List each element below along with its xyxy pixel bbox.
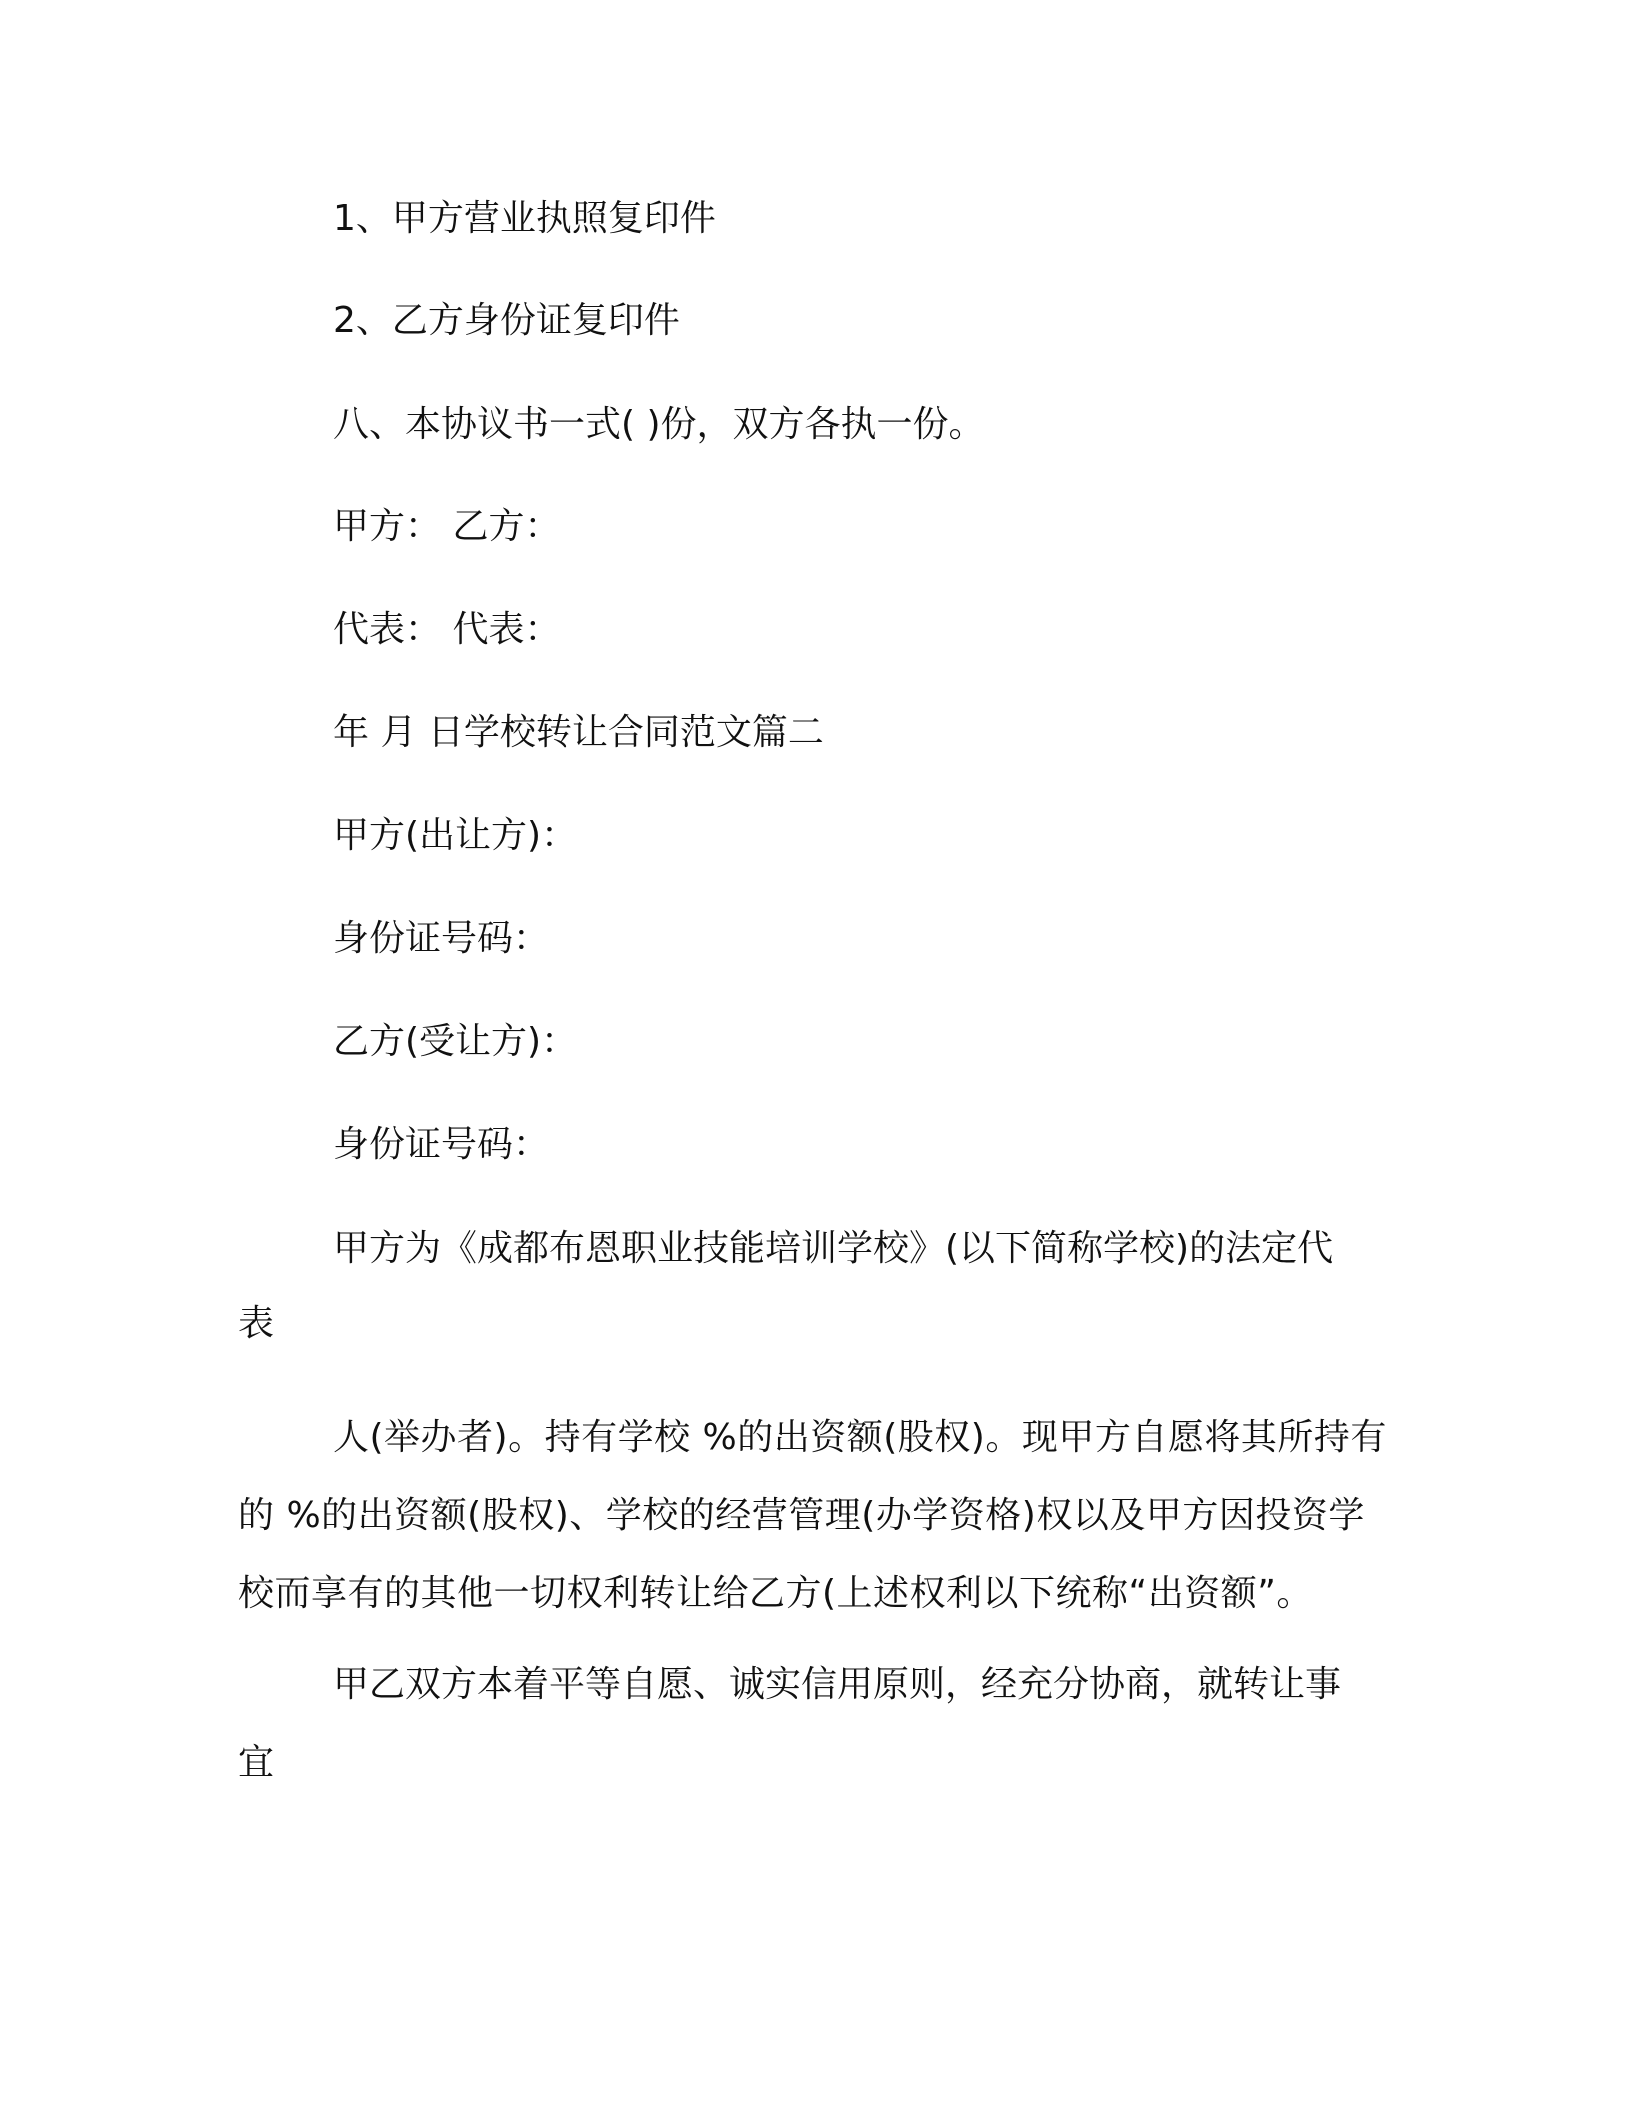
representative-signature-line: 代表： 代表：	[333, 609, 561, 650]
party-b-label: 乙方(受让方)：	[333, 1021, 578, 1062]
paragraph-1-line-1: 甲方为《成都布恩职业技能培训学校》(以下简称学校)的法定代	[333, 1228, 1334, 1269]
date-and-heading-line: 年 月 日学校转让合同范文篇二	[333, 712, 824, 753]
paragraph-3-line-1: 甲乙双方本着平等自愿、诚实信用原则，经充分协商，就转让事	[333, 1664, 1342, 1705]
attachment-item-1: 1、甲方营业执照复印件	[333, 198, 716, 239]
attachment-item-2: 2、乙方身份证复印件	[333, 300, 680, 341]
party-signature-line: 甲方： 乙方：	[333, 506, 561, 547]
paragraph-2: 人(举办者)。持有学校 %的出资额(股权)。现甲方自愿将其所持有的 %的出资额(股权)、学校的经营管理(办学资格)权以及甲方因投资学校而享有的其他一切权利转让给乙方(上述权利以下统称“出资额”。	[238, 1417, 1387, 1614]
clause-eight: 八、本协议书一式( )份，双方各执一份。	[333, 404, 985, 445]
party-b-id-label: 身份证号码：	[333, 1124, 550, 1165]
paragraph-1-line-2: 表	[238, 1303, 275, 1344]
party-a-id-label: 身份证号码：	[333, 918, 550, 959]
party-a-label: 甲方(出让方)：	[333, 815, 578, 856]
paragraph-3-line-2: 宜	[238, 1742, 275, 1783]
